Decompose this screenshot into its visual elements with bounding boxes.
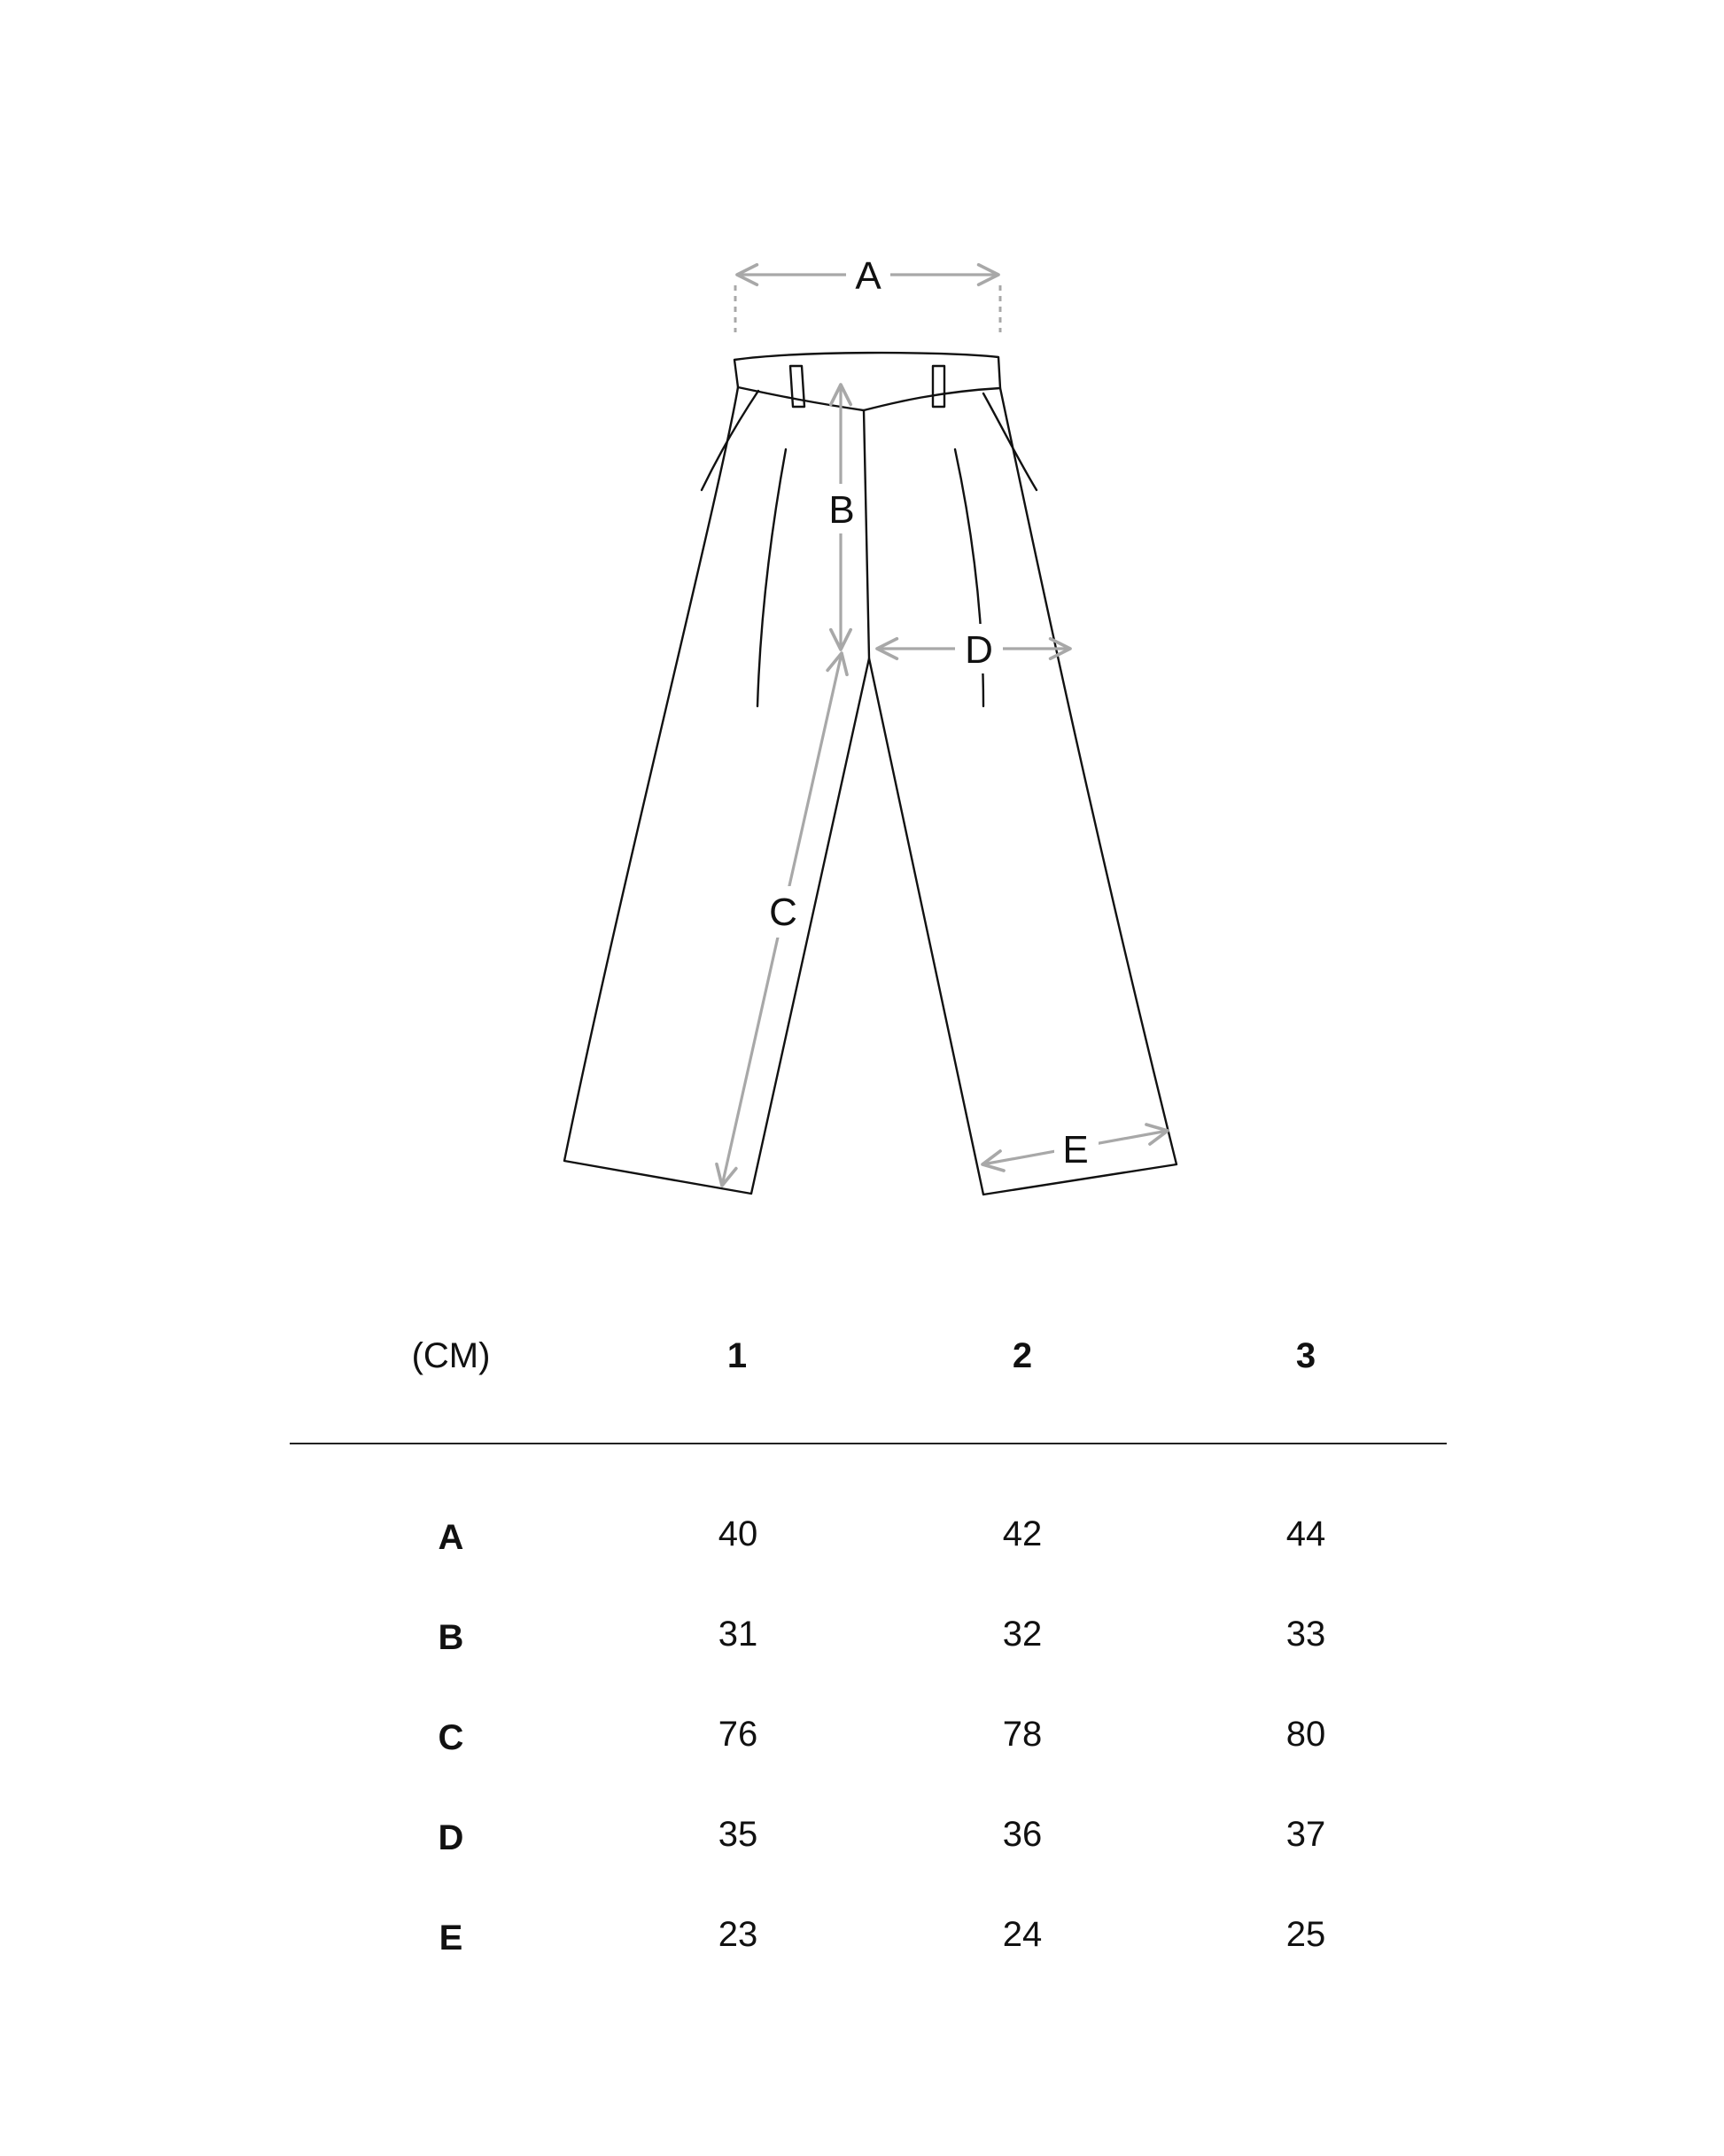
table-cell: 40 [718,1514,758,1553]
belt-loop-right [933,366,944,407]
row-label-b: B [438,1618,464,1657]
size-header-1: 1 [726,1336,748,1375]
table-cell: 37 [1285,1815,1326,1854]
table-divider [290,1443,1447,1444]
table-cell: 23 [718,1915,758,1954]
table-cell: 24 [1002,1915,1043,1954]
measure-b [819,385,864,650]
unit-label: (CM) [411,1336,491,1375]
table-cell: 35 [718,1815,758,1854]
measure-e [982,1124,1168,1173]
table-cell: 33 [1285,1615,1326,1654]
table-cell: 44 [1285,1514,1326,1553]
row-label-c: C [438,1718,464,1757]
pocket-right [983,393,1037,490]
table-cell: 31 [718,1615,758,1654]
trousers-silhouette [564,387,1177,1195]
table-cell: 42 [1002,1514,1043,1553]
table-cell: 36 [1002,1815,1043,1854]
table-cell: 78 [1002,1715,1043,1754]
table-cell: 32 [1002,1615,1043,1654]
measure-d [877,624,1070,673]
size-header-3: 3 [1295,1336,1316,1375]
row-label-e: E [439,1919,463,1958]
fly-seam [864,410,869,658]
waistband [734,353,1000,410]
measure-d-label: D [965,628,993,672]
size-header-2: 2 [1012,1336,1033,1375]
measure-c-label: C [769,891,797,934]
measure-b-label: B [828,488,855,532]
row-label-a: A [438,1518,464,1557]
table-cell: 25 [1285,1915,1326,1954]
measure-a [735,250,1000,332]
measure-e-label: E [1062,1128,1089,1171]
table-cell: 80 [1285,1715,1326,1754]
table-cell: 76 [718,1715,758,1754]
row-label-d: D [438,1818,464,1857]
pleat-left [757,449,786,706]
trousers-outline [564,353,1177,1195]
measure-a-label: A [855,254,881,298]
pocket-left [702,391,758,490]
measure-c [722,653,842,1186]
